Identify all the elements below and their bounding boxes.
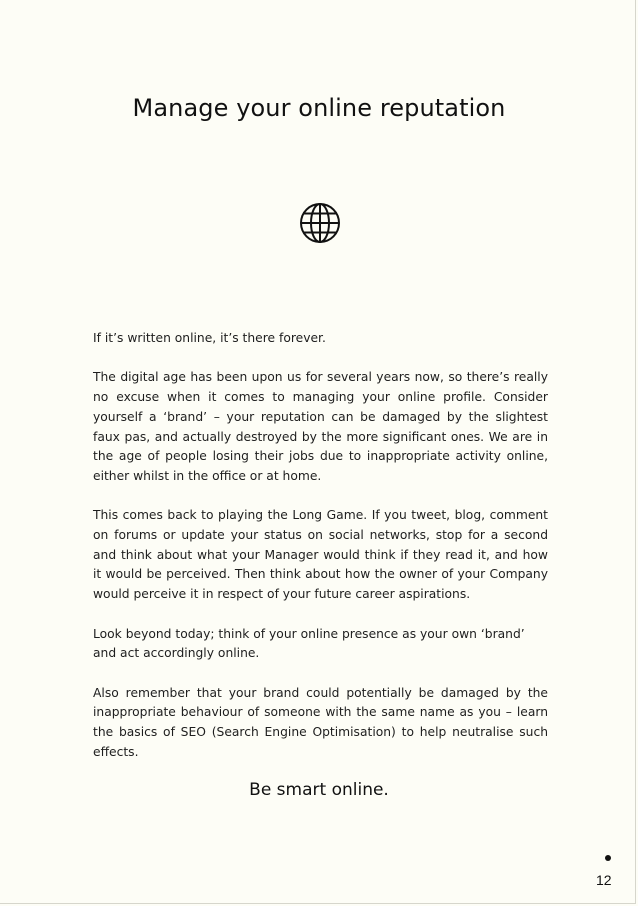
closing-line: Be smart online. xyxy=(249,780,389,800)
globe-icon xyxy=(299,202,341,244)
page-title: Manage your online reputation xyxy=(132,94,506,122)
body-text xyxy=(93,329,548,782)
long-game-paragraph: This comes back to playing the Long Game. If you tweet, blog, comment on forums or update your status on social networks, stop for a second and think about what your Manager would think if they read it, and how it would be perceived. Then think about how the owner of your Company would perceive it in respect of your future career aspirations. xyxy=(93,508,548,602)
intro-paragraph: If it’s written online, it’s there forever. xyxy=(93,331,326,345)
look-beyond-paragraph: Look beyond today; think of your online presence as your own ‘brand’ and act accordingly online. xyxy=(93,626,525,661)
page-number: 12 xyxy=(596,872,612,888)
seo-paragraph: Also remember that your brand could potentially be damaged by the inappropriate behaviour of someone with the same name as you – learn the basics of SEO (Search Engine Optimisation) to help neutralise such effects. xyxy=(93,685,548,759)
digital-age-paragraph: The digital age has been upon us for several years now, so there’s really no excuse when it comes to managing your online profile. Consider yourself a ‘brand’ – your reputation can be damaged by the slightest faux pas, and actually destroyed by the more significant ones. We are in the age of people losing their jobs due to inappropriate activity online, either whilst in the office or at home. xyxy=(93,370,548,483)
bullet-dot-icon xyxy=(605,855,611,861)
